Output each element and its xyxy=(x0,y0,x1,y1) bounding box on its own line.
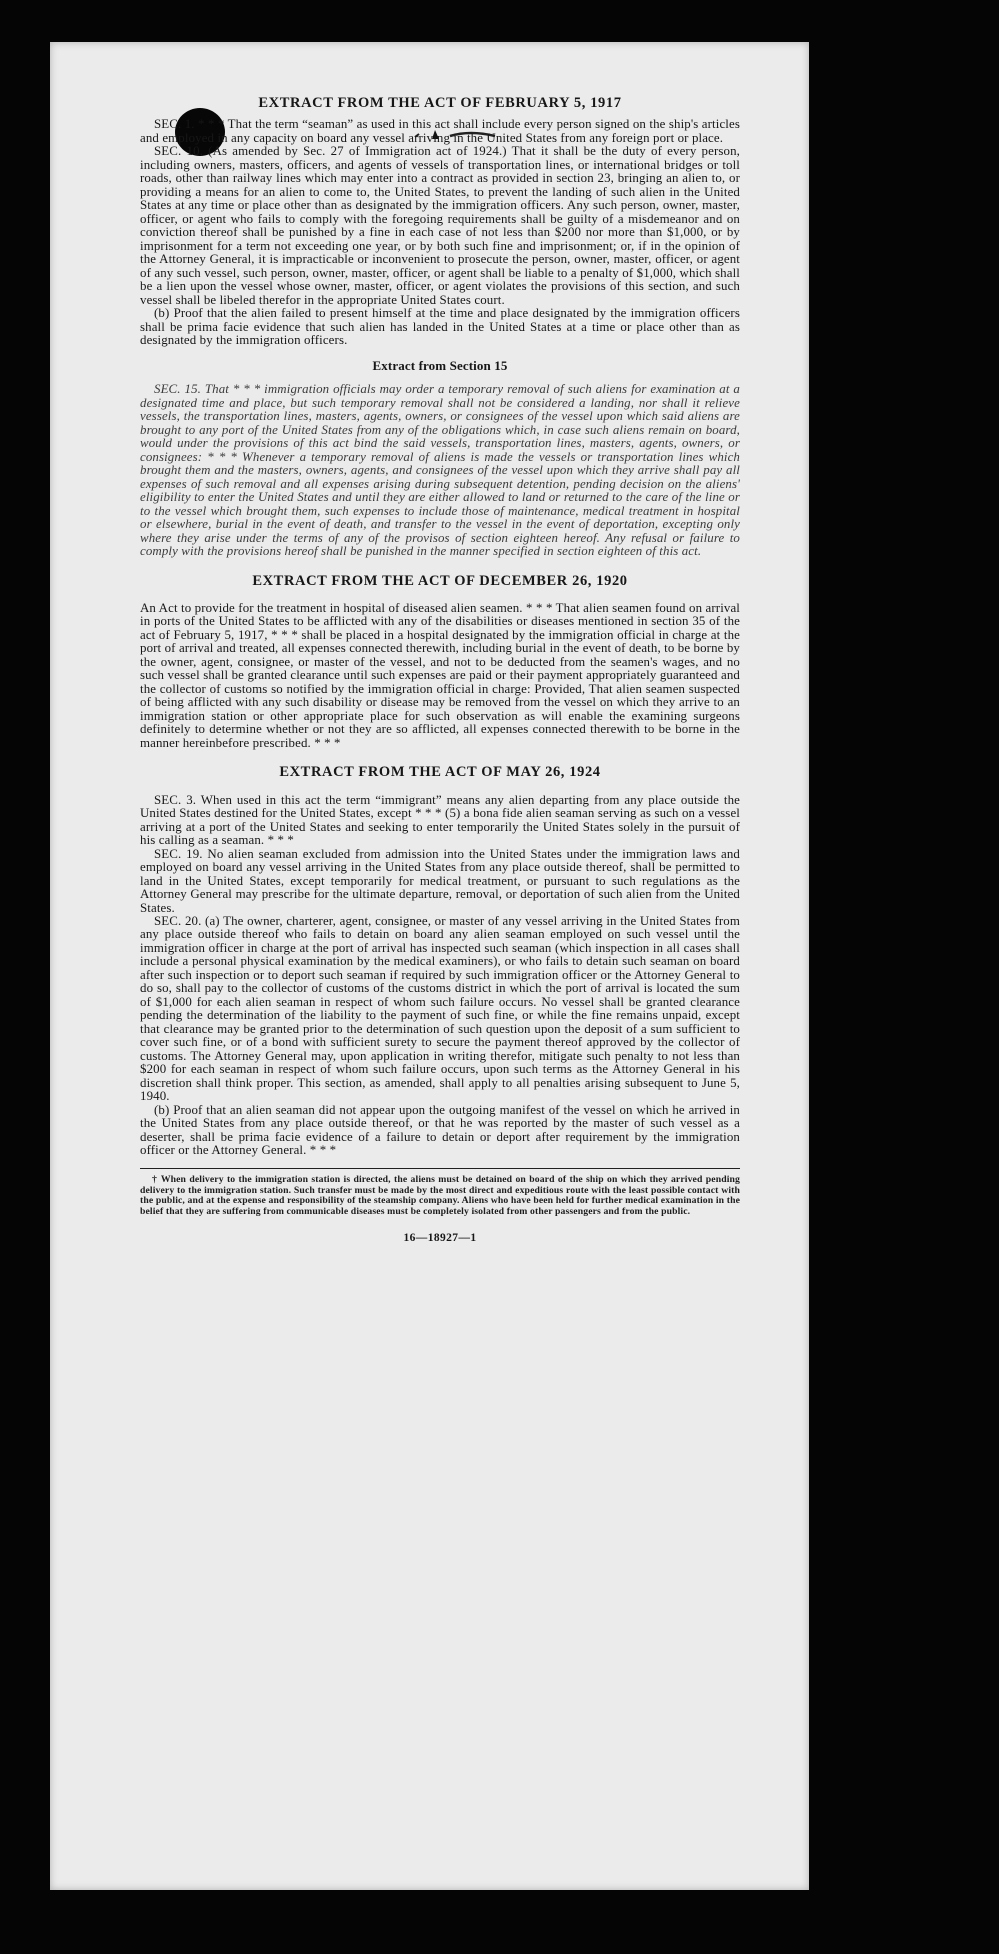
paragraph-sec-10: SEC. 10. (As amended by Sec. 27 of Immigration act of 1924.) That it shall be the duty of every person, including owners, masters, officers, and agents of vessels of transportation lines, or international bridges or toll roads, other than railway lines which may enter into a contract as provided in section 23, bringing an alien to, or providing a means for an alien to come to, the United States, to prevent the landing of such alien in the United States at any time or place other than as designated by the immigration officers. Any such person, owner, master, officer, or agent who fails to comply with the foregoing requirements shall be guilty of a misdemeanor and on conviction thereof shall be punished by a fine in each case of not less than $200 nor more than $1,000, or by imprisonment for a term not exceeding one year, or by both such fine and imprisonment; or, if in the opinion of the Attorney General, it is impracticable or inconvenient to prosecute the person, owner, master, officer, or agent of any such vessel, such person, owner, master, officer, or agent shall be liable to a penalty of $1,000, which shall be a lien upon the vessel whose owner, master, officer, or agent violates the provisions of this section, and such vessel shall be libeled therefor in the appropriate United States court. xyxy=(140,144,740,307)
form-number: 16—18927—1 xyxy=(403,1232,477,1245)
document-body xyxy=(140,95,740,1244)
section-title-feb-1917: EXTRACT FROM THE ACT OF FEBRUARY 5, 1917 xyxy=(258,95,622,111)
footnote xyxy=(140,1175,740,1218)
paragraph-sec-20-a: SEC. 20. (a) The owner, charterer, agent, consignee, or master of any vessel arriving in the United States from any place outside thereof who fails to detain on board any alien seaman employed on such vessel until the immigration officer in charge at the port of arrival has inspected such seaman (which inspection in all cases shall include a personal physical examination by the medical examiners), or who fails to detain such seaman on board after such inspection or to deport such seaman if required by such immigration officer or the Attorney General to do so, shall pay to the collector of customs of the customs district in which the port of arrival is located the sum of $1,000 for each alien seaman in respect of whom such failure occurs. No vessel shall be granted clearance pending the determination of the liability to the payment of such fine, or while the fine remains unpaid, except that clearance may be granted prior to the determination of such question upon the deposit of a sum sufficient to cover such fine, or of a bond with sufficient surety to secure the payment thereof approved by the collector of customs. The Attorney General may, upon application in writing therefor, mitigate such penalty to not less than $200 for each seaman in respect of whom such failure occurs, upon such terms as the Attorney General in his discretion shall think proper. This section, as amended, shall apply to all penalties arising subsequent to June 5, 1940. xyxy=(140,913,740,1104)
paragraph-sec-15: SEC. 15. That * * * immigration officials may order a temporary removal of such aliens for examination at a designated time and place, but such temporary removal shall not be considered a landing, nor shall it relieve vessels, the transportation lines, masters, agents, owners, or consignees of the vessel upon which said aliens are brought to any port of the United States from any of the obligations which, in case such aliens remain on board, would under the provisions of this act bind the said vessels, transportation lines, masters, agents, owners, or consignees: * * * Whenever a temporary removal of aliens is made the vessels or transportation lines which brought them and the masters, owners, agents, and consignees of the vessel upon which they arrive shall pay all expenses of such removal and all expenses arising during subsequent detention, pending decision on the aliens' eligibility to enter the United States and until they are either allowed to land or returned to the care of the line or to the vessel which brought them, such expenses to include those of maintenance, medical treatment in hospital or elsewhere, burial in the event of death, and transfer to the vessel in the event of deportation, excepting only where they arise under the terms of any of the provisos of section eighteen hereof. Any refusal or failure to comply with the provisions hereof shall be punished in the manner specified in section eighteen of this act. xyxy=(140,382,740,559)
paragraph-sec-19: SEC. 19. No alien seaman excluded from admission into the United States under the immigration laws and employed on board any vessel arriving in the United States from any place outside thereof, shall be permitted to land in the United States, except temporarily for medical treatment, or pursuant to such regulations as the Attorney General may prescribe for the ultimate departure, removal, or deportation of such alien from the United States. xyxy=(140,846,740,915)
section-title-section-15: Extract from Section 15 xyxy=(372,357,508,373)
paragraph-sec-1: SEC. 1. * * * That the term “seaman” as used in this act shall include every person signed on the ship's articles and employed in any capacity on board any vessel arriving in the United States from any foreign port or place. xyxy=(140,117,740,145)
section-title-may-1924: EXTRACT FROM THE ACT OF MAY 26, 1924 xyxy=(279,764,601,781)
italic-block-sec-15 xyxy=(140,383,740,558)
paragraph-act-1920: An Act to provide for the treatment in hospital of diseased alien seamen. * * * That alien seamen found on arrival in ports of the United States to be afflicted with any of the disabilities or diseases mentioned in section 35 of the act of February 5, 1917, * * * shall be placed in a hospital designated by the immigration official in charge at the port of arrival and treated, all expenses connected therewith, including burial in the event of death, to be borne by the owner, agent, consignee, or master of the vessel, and not to be deducted from the seamen's wages, and no such vessel shall be granted clearance until such expenses are paid or their payment appropriately guaranteed and the collector of customs so notified by the immigration official in charge: Provided, That alien seamen suspected of being afflicted with any such disability or disease may be removed from the vessel on which they arrive to an immigration station or other appropriate place for such observation as will enable the examining surgeons definitely to determine whether or not they are so afflicted, all expenses connected therewith to be borne in the manner hereinbefore prescribed. * * * xyxy=(140,600,740,750)
paragraph-sec-20-b: (b) Proof that an alien seaman did not appear upon the outgoing manifest of the vessel on which he arrived in the United States from any place outside thereof, or that he was reported by the master of such vessel as a deserter, shall be prima facie evidence of a failure to detain or deport after requirement by the immigration officer or the Attorney General. * * * xyxy=(140,1102,740,1158)
paragraph-sec-3: SEC. 3. When used in this act the term “immigrant” means any alien departing from any place outside the United States destined for the United States, except * * * (5) a bona fide alien seaman serving as such on a vessel arriving at a port of the United States and seeking to enter temporarily the United States solely in the pursuit of his calling as a seaman. * * * xyxy=(140,792,740,848)
footnote-divider xyxy=(140,1168,740,1169)
section-title-dec-1920: EXTRACT FROM THE ACT OF DECEMBER 26, 1920 xyxy=(252,572,628,589)
footnote-text: † When delivery to the immigration station is directed, the aliens must be detained on board of the ship on which they arrived pending delivery to the immigration station. Such transfer must be made by the most direct and expeditious route with the least possible contact with the public, and at the expense and responsibility of the steamship company. Aliens who have been held for further medical examination in the belief that they are suffering from communicable diseases must be completely isolated from other passengers and from the public. xyxy=(140,1173,740,1218)
paragraph-sec-10-b: (b) Proof that the alien failed to present himself at the time and place designated by the immigration officers shall be prima facie evidence that such alien has landed in the United States at a time or place other than as designated by the immigration officers. xyxy=(140,306,740,348)
